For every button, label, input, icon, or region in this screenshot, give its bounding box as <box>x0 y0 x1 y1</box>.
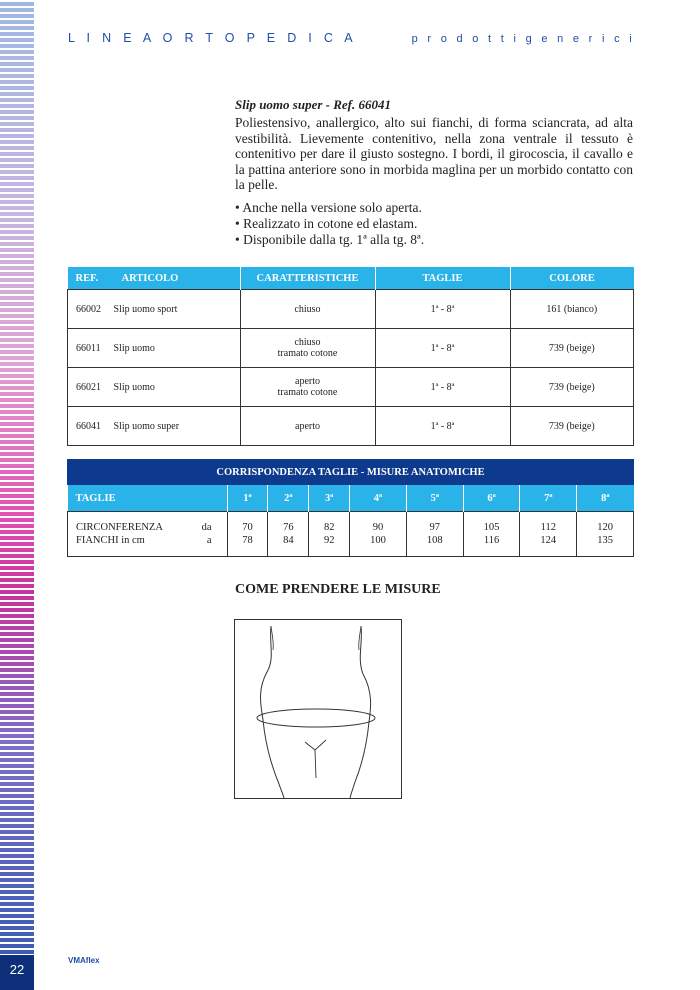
header-section-title: L I N E A O R T O P E D I C A <box>68 31 357 45</box>
measure-to: 84 <box>283 535 294 546</box>
bullet-item: • Realizzato in cotone ed elastam. <box>235 216 418 231</box>
decorative-stripe-band <box>0 0 34 955</box>
table-row <box>68 368 634 407</box>
product-title: Slip uomo super - Ref. 66041 <box>235 97 392 112</box>
size-measure-cell <box>406 512 463 557</box>
car-line1: chiuso <box>294 303 321 315</box>
row-ref: 66021 <box>68 368 114 407</box>
measure-from: 112 <box>540 522 556 533</box>
measure-from: 97 <box>429 522 441 533</box>
row-taglie: 1ª - 8ª <box>375 290 510 329</box>
measure-from: 120 <box>597 522 613 533</box>
measure-from: 82 <box>323 522 335 533</box>
measure-label <box>68 512 228 557</box>
row-articolo: Slip uomo super <box>114 407 241 446</box>
size-measure-cell <box>350 512 407 557</box>
row-articolo: Slip uomo <box>114 368 241 407</box>
car-line1: aperto <box>295 420 320 432</box>
measure-to: 100 <box>370 535 386 546</box>
size-col: 7ª <box>520 485 577 512</box>
size-col: 8ª <box>577 485 634 512</box>
size-col: 6ª <box>463 485 520 512</box>
size-measure-cell <box>520 512 577 557</box>
size-measure-cell <box>227 512 268 557</box>
brand-logo: VMAflex <box>68 956 100 965</box>
measure-to: 78 <box>242 535 253 546</box>
size-measure-cell <box>577 512 634 557</box>
product-description: Poliestensivo, anallergico, alto sui fianchi, di forma sciancrata, ad alta vestibilità. Lievemente contenitivo, nella zona ventrale il tessuto è contenitivo per dare il giusto sostegno. I bordi, il girocoscia, il cavallo e la pattina anteriore sono in morbida maglina per un morbido contatto con la pelle. <box>235 115 633 192</box>
size-col: 4ª <box>350 485 407 512</box>
size-correspondence-table <box>67 459 634 557</box>
row-colore: 739 (beige) <box>510 407 634 446</box>
size-col: 2ª <box>268 485 309 512</box>
row-caratteristiche <box>240 407 375 446</box>
row-caratteristiche <box>240 329 375 368</box>
measure-from: 76 <box>283 522 294 533</box>
header-category: p r o d o t t i g e n e r i c i <box>411 33 635 45</box>
size-measure-cell <box>309 512 350 557</box>
row-colore: 739 (beige) <box>510 368 634 407</box>
size-measure-cell <box>268 512 309 557</box>
measure-from: 90 <box>372 522 384 533</box>
measurement-figure <box>234 619 402 799</box>
measure-label-a: a <box>206 535 212 546</box>
table-row <box>68 290 634 329</box>
size-col: 5ª <box>406 485 463 512</box>
measure-to: 135 <box>597 535 613 546</box>
row-taglie: 1ª - 8ª <box>375 368 510 407</box>
bullet-item: • Anche nella versione solo aperta. <box>235 200 422 215</box>
size-label: TAGLIE <box>68 485 228 512</box>
row-caratteristiche <box>240 290 375 329</box>
measure-to: 124 <box>540 535 557 546</box>
page-number: 22 <box>9 962 25 977</box>
table-row <box>68 407 634 446</box>
row-ref: 66002 <box>68 290 114 329</box>
car-line1: chiuso <box>294 337 321 348</box>
article-table <box>67 267 634 446</box>
measure-label-line1: CIRCONFERENZA <box>76 522 163 533</box>
measure-to: 92 <box>323 535 335 546</box>
col-ref: REF. <box>68 267 114 290</box>
product-bullets <box>235 200 424 248</box>
size-table-title-row <box>68 460 634 485</box>
measure-label-da: da <box>201 522 212 533</box>
row-caratteristiche <box>240 368 375 407</box>
col-articolo: ARTICOLO <box>114 267 241 290</box>
measure-from: 70 <box>242 522 253 533</box>
size-table-header <box>68 485 634 512</box>
row-colore: 739 (beige) <box>510 329 634 368</box>
row-articolo: Slip uomo <box>114 329 241 368</box>
col-caratteristiche: CARATTERISTICHE <box>240 267 375 290</box>
row-taglie: 1ª - 8ª <box>375 407 510 446</box>
measure-to: 108 <box>426 535 443 546</box>
hip-outline-illustration <box>235 620 401 798</box>
size-col: 1ª <box>227 485 268 512</box>
measure-to: 116 <box>483 535 500 546</box>
measure-from: 105 <box>483 522 500 533</box>
col-colore: COLORE <box>510 267 634 290</box>
col-taglie: TAGLIE <box>375 267 510 290</box>
row-ref: 66041 <box>68 407 114 446</box>
row-articolo: Slip uomo sport <box>114 290 241 329</box>
size-col: 3ª <box>309 485 350 512</box>
article-table-header <box>68 267 634 290</box>
table-row <box>68 329 634 368</box>
row-colore: 161 (bianco) <box>510 290 634 329</box>
how-to-measure-title: COME PRENDERE LE MISURE <box>235 582 441 597</box>
size-table-title: CORRISPONDENZA TAGLIE - MISURE ANATOMICHE <box>68 460 634 485</box>
size-measure-cell <box>463 512 520 557</box>
car-line2: tramato cotone <box>277 387 338 398</box>
size-table-data-row <box>68 512 634 557</box>
row-ref: 66011 <box>68 329 114 368</box>
row-taglie: 1ª - 8ª <box>375 329 510 368</box>
car-line2: tramato cotone <box>277 348 338 359</box>
bullet-item: • Disponibile dalla tg. 1ª alla tg. 8ª. <box>235 232 425 247</box>
car-line1: aperto <box>295 376 320 387</box>
measure-label-line2: FIANCHI in cm <box>76 535 145 546</box>
